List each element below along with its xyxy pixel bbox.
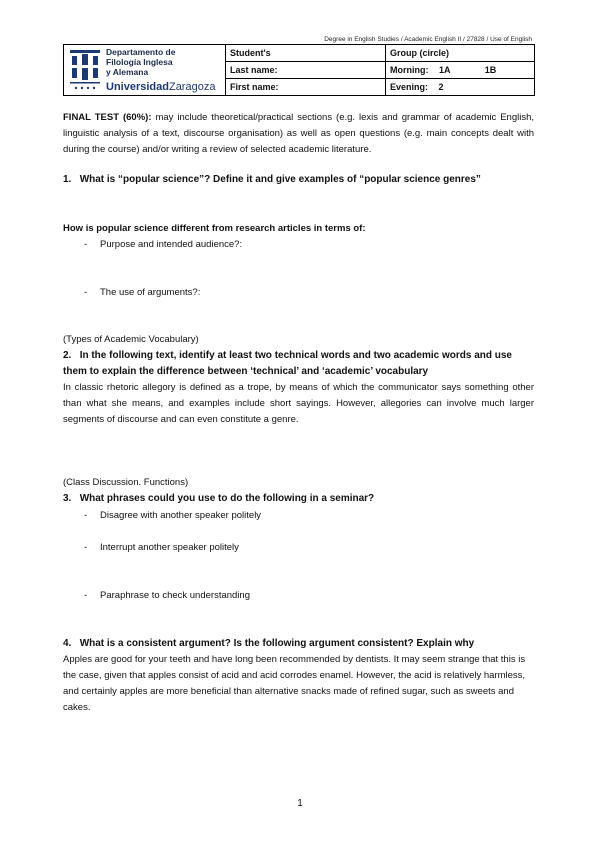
intro-paragraph: FINAL TEST (60%): may include theoretical/practical sections (e.g. lexis and grammar of academic English, linguistic analysis of a text, discourse organisation) as well as open questions (e.g. main concepts dealt with during the course) and/or writing a review of selected academic literature. <box>63 112 535 155</box>
students-label: Student's <box>226 45 386 62</box>
question-2-heading: 2. In the following text, identify at least two technical words and two academic words and use them to explain the difference between ‘technical’ and ‘academic’ vocabulary <box>63 350 512 377</box>
question-3-heading: 3. What phrases could you use to do the following in a seminar? <box>63 493 375 504</box>
morning-options: Morning: 1A 1B <box>386 62 535 79</box>
university-logo-cell <box>64 45 226 96</box>
group-label: Group (circle) <box>386 45 535 62</box>
last-name-field[interactable]: Last name: <box>226 62 386 79</box>
evening-options: Evening: 2 <box>386 79 535 96</box>
question-2-passage: In classic rhetoric allegory is defined as a trope, by means of which the communicator says something other than what she means, and examples include short sayings. However, allegories can involve much larger segments of discourse and can even constitute a genre. <box>63 382 534 425</box>
question-1-heading: 1. What is “popular science”? Define it and give examples of “popular science genres” <box>63 174 481 185</box>
question-4-passage: Apples are good for your teeth and have long been recommended by dentists. It may seem strange that this is the case, given that apples consist of acid and acid corrodes enamel. However, the acid is relatively harmless, and certainly apples are more beneficial than alternative snacks made of refined sugar, such as sweets and cakes. <box>63 654 526 713</box>
question-4-heading: 4. What is a consistent argument? Is the following argument consistent? Explain why <box>63 638 475 649</box>
running-header: Degree in English Studies / Academic English II / 27828 / Use of English <box>324 36 532 43</box>
question-3-label: (Class Discussion. Functions) <box>63 477 189 488</box>
page-number: 1 <box>297 798 303 809</box>
evening-2-option[interactable]: 2 <box>438 82 444 92</box>
university-crest-icon <box>68 48 102 94</box>
header-table <box>63 44 535 96</box>
morning-1b-option[interactable]: 1B <box>484 65 497 75</box>
morning-1a-option[interactable]: 1A <box>439 65 451 75</box>
department-name: Departamento de Filología Inglesa y Alemana <box>106 47 176 77</box>
first-name-field[interactable]: First name: <box>226 79 386 96</box>
university-name: UniversidadZaragoza <box>106 81 216 93</box>
question-1-subheading: How is popular science different from research articles in terms of: <box>63 223 366 234</box>
question-2-label: (Types of Academic Vocabulary) <box>63 334 199 345</box>
